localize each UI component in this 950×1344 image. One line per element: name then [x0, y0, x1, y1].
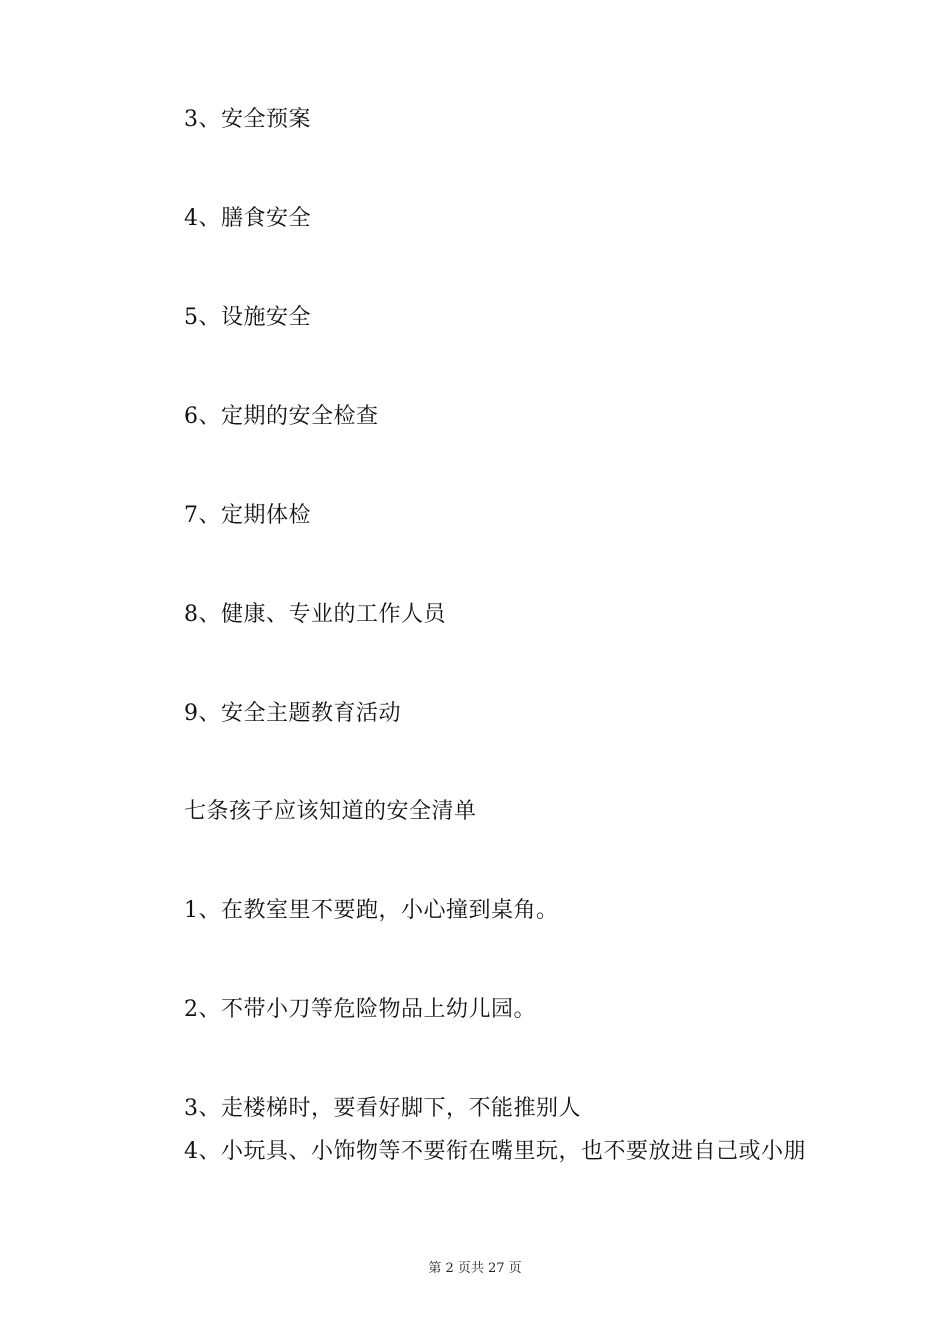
checklist-item-4: 4、小玩具、小饰物等不要衔在嘴里玩，也不要放进自己或小朋 [184, 1139, 806, 1164]
list-item-regular-checkup: 7、定期体检 [184, 503, 311, 528]
list-item-food-safety: 4、膳食安全 [184, 206, 311, 231]
section-heading: 七条孩子应该知道的安全清单 [184, 799, 477, 824]
checklist-item-1: 1、在教室里不要跑，小心撞到桌角。 [184, 898, 559, 923]
list-item-facility-safety: 5、设施安全 [184, 305, 311, 330]
checklist-item-3: 3、走楼梯时，要看好脚下，不能推别人 [184, 1096, 581, 1121]
list-item-regular-inspection: 6、定期的安全检查 [184, 404, 379, 429]
list-item-safety-plan: 3、安全预案 [184, 107, 311, 132]
checklist-item-2: 2、不带小刀等危险物品上幼儿园。 [184, 997, 536, 1022]
list-item-staff: 8、健康、专业的工作人员 [184, 602, 446, 627]
list-item-education: 9、安全主题教育活动 [184, 701, 401, 726]
page-number-footer: 第 2 页共 27 页 [428, 1261, 522, 1276]
